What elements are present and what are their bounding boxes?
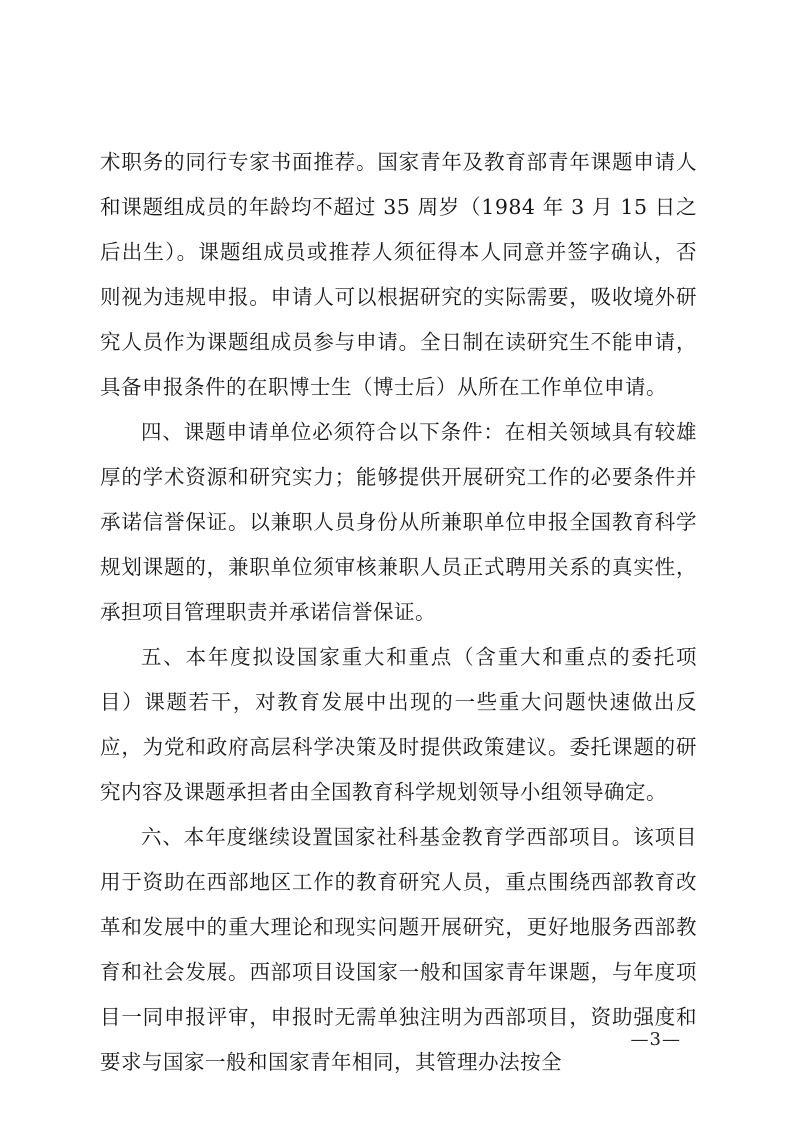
paragraph-item-four: 四、课题申请单位必须符合以下条件：在相关领域具有较雄厚的学术资源和研究实力；能够提供开展研究工作的必要条件并承诺信誉保证。以兼职人员身份从所兼职单位申报全国教育科学规划课题的，兼职单位须审核兼职人员正式聘用关系的真实性，承担项目管理职责并承诺信誉保证。 (100, 420, 697, 624)
paragraph-continued-applicant-rules: 术职务的同行专家书面推荐。国家青年及教育部青年课题申请人和课题组成员的年龄均不超过 35 周岁（1984 年 3 月 15 日之后出生）。课题组成员或推荐人须征得本人同意并签字确认，否则视为违规申报。申请人可以根据研究的实际需要，吸收境外研究人员作为课题组成员参与申请。全日制在读研究生不能申请，具备申报条件的在职博士生（博士后）从所在工作单位申请。 (100, 150, 697, 399)
paragraph-item-five: 五、本年度拟设国家重大和重点（含重大和重点的委托项目）课题若干，对教育发展中出现的一些重大问题快速做出反应，为党和政府高层科学决策及时提供政策建议。委托课题的研究内容及课题承担者由全国教育科学规划领导小组领导确定。 (100, 645, 697, 804)
page-number: —3— (630, 1029, 681, 1050)
document-body (100, 140, 697, 1085)
paragraph-item-six: 六、本年度继续设置国家社科基金教育学西部项目。该项目用于资助在西部地区工作的教育研究人员，重点围绕西部教育改革和发展中的重大理论和现实问题开展研究，更好地服务西部教育和社会发展。西部项目设国家一般和国家青年课题，与年度项目一同申报评审，申报时无需单独注明为西部项目，资助强度和要求与国家一般和国家青年相同，其管理办法按全 (100, 825, 697, 1074)
